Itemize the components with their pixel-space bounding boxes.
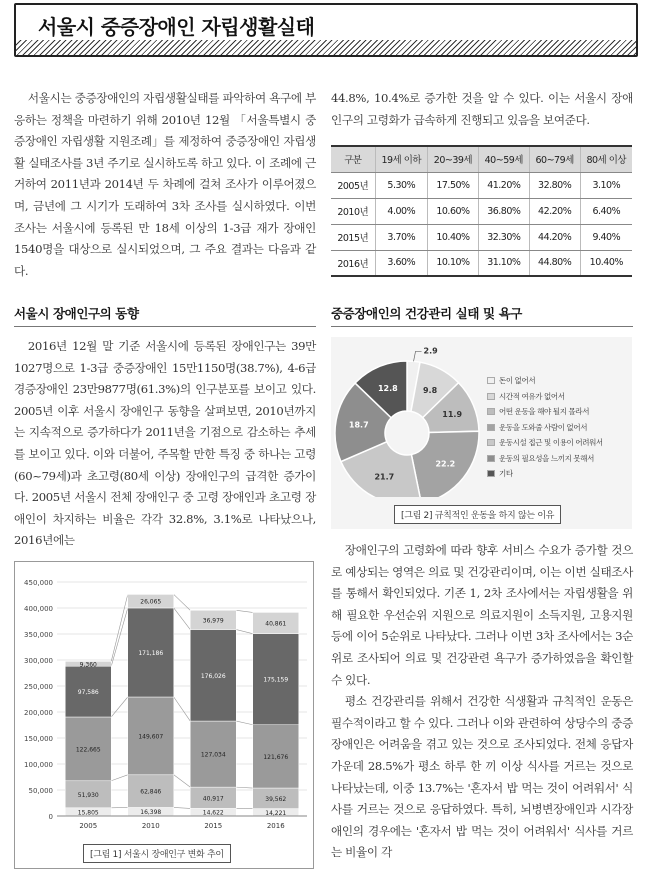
section1-paragraph: 2016년 12월 말 기준 서울시에 등록된 장애인구는 39만1027명으로 1-3급 중증장애인 15만1150명(38.7%), 4-6급 경증장애인 23만9877명(61.3%)의 인구분포를 보이고 있다. 2005년 이후 서울시 장애인구 동향을 살펴보면, 2010년까지는 지속적으로 증가하다가 2011년을 기점으로 감소하는 추세를 보이고 있다. 이와 더불어, 주목할 만한 특징 중 하나는 고령(60~79세)과 초고령(80세 이상) 장애인구의 급격한 증가이다. 2005년 서울시 전체 장애인구 중 고령 장애인과 초고령 장애인이 차지하는 비율은 각각 32.8%, 3.1%로 나타났으나, 2016년에는 — [14, 339, 316, 548]
section2-heading: 중증장애인의 건강관리 실태 및 욕구 — [331, 304, 633, 327]
stack-connector-line — [174, 608, 191, 630]
bar-data-label: 15,805 — [77, 809, 99, 817]
y-tick-label: 100,000 — [24, 761, 53, 769]
bar-data-label: 40,917 — [202, 795, 224, 803]
table-cell: 31.10% — [478, 250, 529, 276]
donut-data-label: 22.2 — [435, 459, 456, 469]
y-tick-label: 150,000 — [24, 735, 53, 743]
stack-connector-line — [111, 697, 128, 717]
y-tick-label: 400,000 — [24, 605, 53, 613]
table-cell: 32.30% — [478, 224, 529, 250]
legend-label: 어떤 운동을 해야 될지 몰라서 — [499, 407, 590, 416]
table-cell: 17.50% — [428, 172, 479, 198]
y-tick-label: 250,000 — [24, 683, 53, 691]
stack-connector-line — [111, 608, 128, 666]
table-cell: 10.40% — [428, 224, 479, 250]
table-row — [331, 224, 632, 250]
bar-data-label: 121,676 — [263, 753, 289, 761]
bar-data-label: 122,665 — [75, 746, 101, 754]
donut-data-label: 9.8 — [422, 385, 438, 395]
figure1-box — [14, 561, 314, 869]
stack-connector-line — [111, 594, 128, 661]
y-tick-label: 200,000 — [24, 709, 53, 717]
table-cell: 41.20% — [478, 172, 529, 198]
table-cell: 2005년 — [331, 172, 375, 198]
bar-data-label: 14,622 — [202, 809, 224, 817]
table-cell: 3.10% — [580, 172, 632, 198]
donut-data-label: 21.7 — [374, 472, 395, 482]
legend-item — [487, 453, 594, 464]
legend-swatch — [487, 377, 495, 384]
table-header-cell: 구분 — [331, 146, 375, 172]
y-tick-label: 0 — [48, 813, 53, 821]
table-cell: 10.10% — [428, 250, 479, 276]
age-distribution-table — [331, 145, 632, 277]
table-cell: 2015년 — [331, 224, 375, 250]
bar-data-label: 127,034 — [200, 751, 226, 759]
bar-data-label: 40,861 — [265, 620, 287, 628]
bar-data-label: 39,562 — [265, 795, 287, 803]
table-header-cell: 40~59세 — [478, 146, 529, 172]
y-tick-label: 450,000 — [24, 579, 53, 587]
donut-data-label: 11.9 — [442, 409, 463, 419]
stack-connector-line — [111, 775, 128, 781]
bar-data-label: 62,846 — [140, 788, 162, 796]
stack-connector-line — [174, 807, 191, 808]
bar-data-label: 175,159 — [263, 676, 289, 684]
x-tick-label: 2016 — [266, 822, 285, 830]
x-tick-label: 2005 — [79, 822, 98, 830]
bar-data-label: 97,586 — [77, 689, 99, 697]
x-tick-label: 2010 — [141, 822, 160, 830]
table-cell: 6.40% — [580, 198, 632, 224]
legend-swatch — [487, 424, 495, 431]
table-header-cell: 19세 이하 — [375, 146, 428, 172]
right-top-paragraph: 44.8%, 10.4%로 증가한 것을 알 수 있다. 이는 서울시 장애인구의 고령화가 급속하게 진행되고 있음을 보여준다. — [331, 91, 633, 127]
legend-item — [487, 422, 587, 433]
figure2-caption: [그림 2] 규칙적인 운동을 하지 않는 이유 — [394, 505, 561, 524]
table-cell: 3.70% — [375, 224, 428, 250]
donut-data-label: 18.7 — [348, 420, 369, 430]
legend-label: 운동시설 접근 및 이용이 어려워서 — [499, 438, 603, 447]
bar-data-label: 26,065 — [140, 598, 162, 606]
legend-item — [487, 391, 565, 402]
donut-leader-line — [414, 351, 422, 361]
table-cell: 44.20% — [529, 224, 580, 250]
title-banner — [14, 3, 638, 57]
y-tick-label: 350,000 — [24, 631, 53, 639]
legend-label: 돈이 없어서 — [499, 376, 536, 385]
legend-label: 운동을 도와줄 사람이 없어서 — [499, 422, 588, 432]
stack-connector-line — [236, 721, 253, 725]
table-cell: 3.60% — [375, 250, 428, 276]
table-header-cell: 60~79세 — [529, 146, 580, 172]
legend-item — [487, 406, 589, 417]
bar-data-label: 16,398 — [140, 809, 162, 817]
section1-heading: 서울시 장애인구의 동향 — [14, 304, 316, 327]
table-cell: 36.80% — [478, 198, 529, 224]
page-title: 서울시 중증장애인 자립생활실태 — [38, 15, 315, 39]
legend-item — [487, 468, 513, 479]
bar-data-label: 176,026 — [200, 672, 226, 680]
legend-label: 운동의 필요성을 느끼지 못해서 — [499, 453, 594, 463]
legend-swatch — [487, 408, 495, 415]
figure2-box — [331, 337, 632, 529]
table-cell: 10.40% — [580, 250, 632, 276]
intro-text — [14, 88, 316, 282]
table-cell: 42.20% — [529, 198, 580, 224]
table-cell: 2010년 — [331, 198, 375, 224]
legend-swatch — [487, 439, 495, 446]
table-header-row — [331, 146, 632, 172]
legend-swatch — [487, 393, 495, 400]
bar-data-label: 9,360 — [79, 661, 97, 669]
stack-connector-line — [236, 787, 253, 788]
legend-label: 기타 — [499, 469, 513, 478]
x-tick-label: 2015 — [204, 822, 223, 830]
table-header-cell: 80세 이상 — [580, 146, 632, 172]
stacked-bar-chart — [15, 562, 315, 870]
right-top-text — [331, 88, 633, 131]
table-cell: 5.30% — [375, 172, 428, 198]
bar-data-label: 36,979 — [202, 617, 224, 625]
section2-paragraph-2: 평소 건강관리를 위해서 건강한 식생활과 규칙적인 운동은 필수적이라고 할 수 있다. 그러나 이와 관련하여 상당수의 중증장애인은 어려움을 겪고 있는 것으로 조사되었다. 전체 응답자 가운데 28.5%가 평소 하루 한 끼 이상 식사를 거르는 것으로 나타났는데, 이중 13.7%는 '혼자서 밥 먹는 것이 어려워서' 식사를 거르는 것으로 응답하였다. 특히, 뇌병변장애인과 시각장애인의 경우에는 '혼자서 밥 먹는 것이 어려워서' 식사를 거르는 비율이 각 — [331, 694, 633, 860]
bar-data-label: 51,930 — [77, 791, 99, 799]
intro-paragraph: 서울시는 중증장애인의 자립생활실태를 파악하여 욕구에 부응하는 정책을 마련하기 위해 2010년 12월 「서울특별시 중증장애인 자립생활 지원조례」를 제정하여 중증장애인 자립생활 실태조사를 3년 주기로 실시하도록 하고 있다. 이 조례에 근거하여 2011년과 2014년 두 차례에 걸쳐 조사가 이루어졌으며, 금년에 그 시기가 도래하여 3차 조사를 실시하였다. 이번 조사는 서울시에 등록된 만 18세 이상의 1-3급 재가 장애인 1540명을 대상으로 실시되었으며, 그 주요 결과는 다음과 같다. — [14, 91, 316, 278]
legend-item — [487, 437, 603, 448]
title-hatch-decoration — [16, 40, 636, 55]
bar-data-label: 149,607 — [138, 733, 164, 741]
stack-connector-line — [174, 775, 191, 787]
section2-text — [331, 540, 633, 864]
donut-data-label: 2.9 — [423, 346, 438, 356]
table-cell: 2016년 — [331, 250, 375, 276]
section2-paragraph-1: 장애인구의 고령화에 따라 향후 서비스 수요가 증가할 것으로 예상되는 영역은 의료 및 건강관리이며, 이는 이번 실태조사를 통해서 확인되었다. 기존 1, 2차 조사에서는 자립생활을 위해 필요한 우선순위 지원으로 의료지원이 소득지원, 고용지원 등에 이어 5순위로 나타났다. 그러나 이번 3차 조사에서는 3순위로 조사되어 의료 및 건강관련 욕구가 증가하였음을 확인할 수 있다. — [331, 543, 633, 687]
table-header-cell: 20~39세 — [428, 146, 479, 172]
table-cell: 32.80% — [529, 172, 580, 198]
y-tick-label: 300,000 — [24, 657, 53, 665]
table-row — [331, 198, 632, 224]
table-cell: 44.80% — [529, 250, 580, 276]
stack-connector-line — [236, 610, 253, 612]
table-cell: 4.00% — [375, 198, 428, 224]
section1-text — [14, 336, 316, 552]
bar-data-label: 171,186 — [138, 649, 164, 657]
table-row — [331, 250, 632, 276]
legend-swatch — [487, 455, 495, 462]
bar-data-label: 14,221 — [265, 809, 287, 817]
legend-item — [487, 375, 535, 386]
legend-label: 시간적 여유가 없어서 — [499, 391, 565, 401]
table-row — [331, 172, 632, 198]
stack-connector-line — [236, 630, 253, 634]
figure1-caption: [그림 1] 서울시 장애인구 변화 추이 — [83, 844, 231, 863]
table-cell: 9.40% — [580, 224, 632, 250]
legend-swatch — [487, 470, 495, 477]
stack-connector-line — [174, 697, 191, 721]
table-cell: 10.60% — [428, 198, 479, 224]
donut-chart — [331, 337, 491, 497]
donut-data-label: 12.8 — [377, 383, 398, 393]
y-tick-label: 50,000 — [28, 787, 53, 795]
